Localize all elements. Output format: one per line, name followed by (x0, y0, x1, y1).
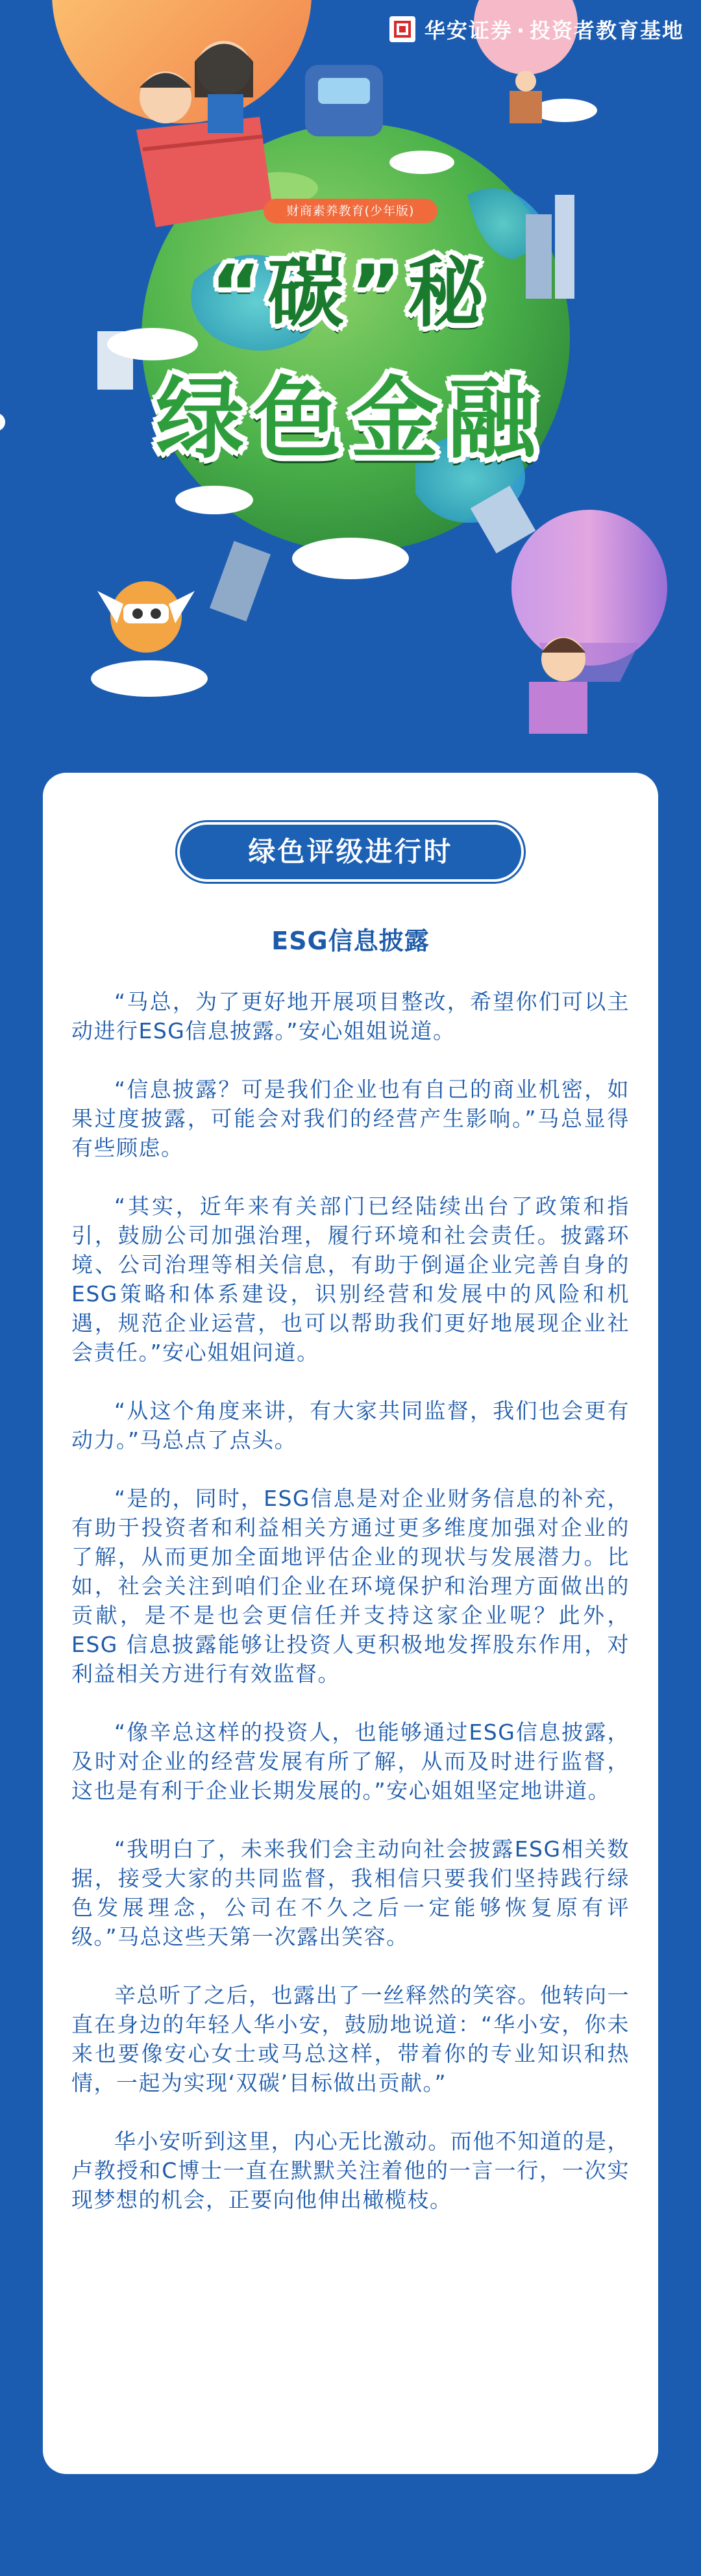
balloon-right-graphic (511, 510, 667, 734)
paragraph: “是的，同时，ESG信息是对企业财务信息的补充，有助于投资者和利益相关方通过更多维度加强对企业的了解，从而更加全面地评估企业的现状与发展潜力。比如，社会关注到咱们企业在环境保护和治理方面做出的贡献，是不是也会更信任并支持这家企业呢？此外，ESG 信息披露能够让投资人更积极地发挥股东作用，对利益相关方进行有效监督。 (71, 1486, 630, 1686)
paragraph: “像辛总这样的投资人，也能够通过ESG信息披露，及时对企业的经营发展有所了解，从而及时进行监督，这也是有利于企业长期发展的。”安心姐姐坚定地讲道。 (71, 1719, 630, 1803)
content-card (43, 773, 658, 2474)
brand-name (424, 14, 684, 44)
article-body (71, 987, 630, 2244)
brand-separator: · (516, 18, 526, 43)
brand-logo-icon (389, 16, 415, 42)
brand-logo (389, 14, 684, 44)
hero-title-line1: “碳”秘 (210, 248, 491, 338)
paragraph: “我明白了，未来我们会主动向社会披露ESG相关数据，接受大家的共同监督，我相信只要我们坚持践行绿色发展理念，公司在不久之后一定能够恢复原有评级。”马总这些天第一次露出笑容。 (71, 1836, 630, 1949)
hero-series-tag: 财商素养教育(少年版) (264, 199, 437, 223)
paragraph: “其实，近年来有关部门已经陆续出台了政策和指引，鼓励公司加强治理，履行环境和社会责任。披露环境、公司治理等相关信息，有助于倒逼企业完善自身的ESG策略和体系建设，识别经营和发展中的风险和机遇，规范企业运营，也可以帮助我们更好地展现企业社会责任。”安心姐姐问道。 (71, 1194, 630, 1365)
brand-section: 投资者教育基地 (529, 18, 684, 43)
paragraph: 辛总听了之后，也露出了一丝释然的笑容。他转向一直在身边的年轻人华小安，鼓励地说道：“华小安，你未来也要像安心女士或马总这样，带着你的专业知识和热情，一起为实现‘双碳’目标做出贡献。” (71, 1982, 630, 2095)
paragraph: 华小安听到这里，内心无比激动。而他不知道的是，卢教授和C博士一直在默默关注着他的一言一行，一次实现梦想的机会，正要向他伸出橄榄枝。 (71, 2129, 630, 2212)
page-footer-background (0, 2487, 701, 2576)
paragraph: “从这个角度来讲，有大家共同监督，我们也会更有动力。”马总点了点头。 (71, 1398, 630, 1453)
brand-company: 华安证券 (424, 18, 513, 43)
paragraph: “马总，为了更好地开展项目整改，希望你们可以主动进行ESG信息披露。”安心姐姐说道。 (71, 989, 630, 1044)
section-title-pill: 绿色评级进行时 (177, 822, 524, 882)
article-subtitle: ESG信息披露 (271, 927, 430, 955)
hero-title-line2: 绿色金融 (156, 368, 545, 471)
hero-banner (0, 0, 701, 760)
paragraph: “信息披露？可是我们企业也有自己的商业机密，如果过度披露，可能会对我们的经营产生影响。”马总显得有些顾虑。 (71, 1077, 630, 1160)
character-left-graphic (97, 581, 195, 653)
